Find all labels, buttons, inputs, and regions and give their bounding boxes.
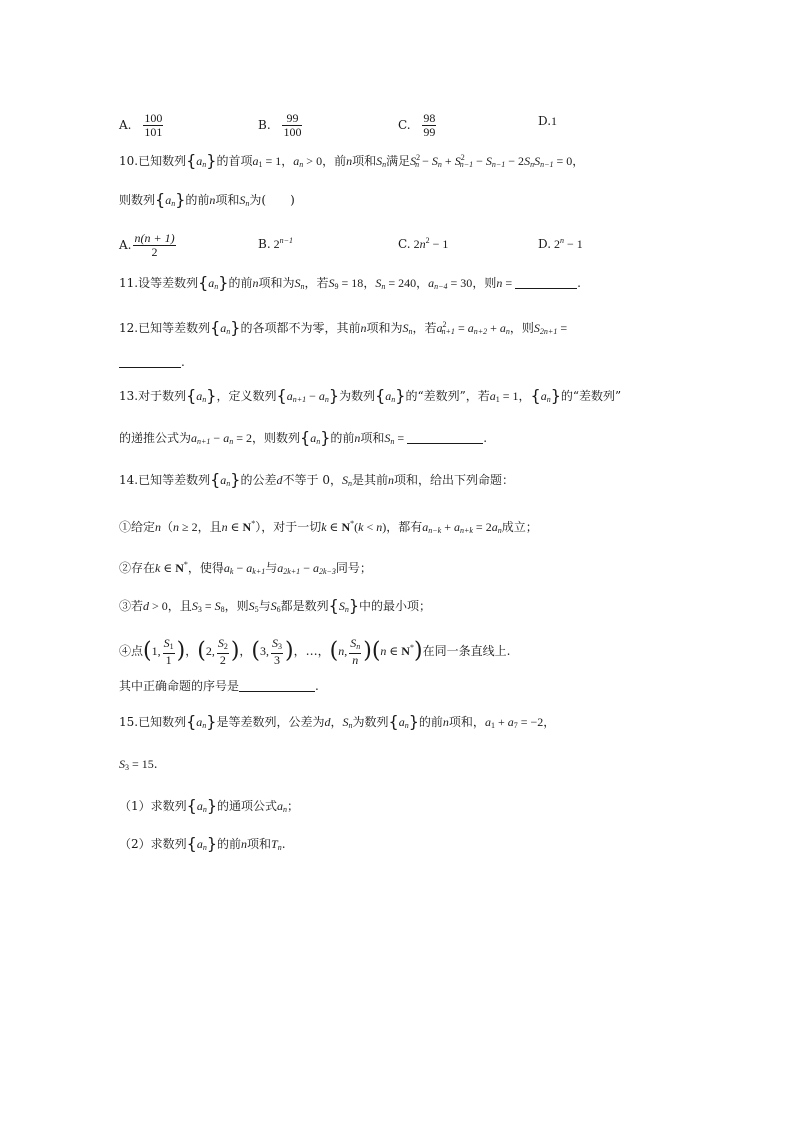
q14-claim-1: ①给定n（n ≥ 2，且n ∈ N*），对于一切k ∈ N*(k < n)，都有$a_{n-k} + a_{n+k} = 2a_n$成立； bbox=[119, 519, 538, 535]
q12-line2: . bbox=[119, 353, 185, 371]
q10-option-c: C. $2n^2 - 1$ bbox=[398, 236, 449, 251]
q11-line: 11.设等差数列$\{a_n\}$的前n项和为$S_n$，若$S_9 = 18$，$S_n = 240$，$a_{n-4} = 30$，则n = . bbox=[119, 273, 581, 292]
q9-option-d: D.1 bbox=[538, 114, 558, 128]
q13-answer-blank[interactable] bbox=[407, 431, 483, 444]
q10-option-a-fraction: $\frac{n(n + 1)}{2}$ bbox=[134, 231, 175, 259]
q15-part1: （1）求数列$\{a_n\}$的通项公式$a_n$； bbox=[119, 796, 300, 815]
q10-option-a: A. $\frac{n(n + 1)}{2}$ bbox=[119, 231, 175, 259]
q14-claim-2: ②存在k ∈ N*，使得$a_k - a_{k+1}$与$a_{2k+1} - a_{2k-3}$同号； bbox=[119, 560, 372, 576]
q10-line2: 则数列$\{a_n\}$的前n项和$S_n$为( ) bbox=[119, 190, 295, 209]
q15-line2: $S_3 = 15$. bbox=[119, 757, 158, 772]
q10-option-b: B. $2^{n-1}$ bbox=[258, 236, 294, 251]
q14-point-3-fraction: $\frac{S_3}{3}$ bbox=[272, 635, 283, 667]
q14-stem: 14.已知等差数列$\{a_n\}$的公差d不等于 0，$S_n$是其前n项和，给出下列命题： bbox=[119, 470, 514, 489]
q14-claim-4: ④点(1, $\frac{S_1}{1}$ )，(2, $\frac{S_2}{2}$ )，(3, $\frac{S_3}{3}$ )，…，(n, $\frac{S_n}{n}$ )(n ∈ N*)在同一条直线上. bbox=[119, 635, 511, 667]
q13-line2: 的递推公式为$a_{n+1} - a_n = 2$，则数列$\{a_n\}$的前n项和$S_n$ = . bbox=[119, 428, 488, 447]
q9-option-c: C. $\frac{98}{99}$ bbox=[398, 111, 436, 139]
q11-answer-blank[interactable] bbox=[515, 276, 577, 289]
q14-point-n-fraction: $\frac{S_n}{n}$ bbox=[350, 635, 361, 667]
q15-part2: （2）求数列$\{a_n\}$的前n项和$T_n$. bbox=[119, 834, 286, 853]
q15-line1: 15.已知数列$\{a_n\}$是等差数列，公差为d，$S_n$为数列$\{a_n\}$的前n项和，$a_1 + a_7 = -2$， bbox=[119, 712, 556, 731]
q14-claim-3: ③若d > 0，且$S_3 = S_8$，则$S_5$与$S_6$都是数列$\{S_n\}$中的最小项； bbox=[119, 596, 432, 615]
q14-final: 其中正确命题的序号是 . bbox=[119, 679, 319, 693]
q9-option-b-fraction: $\frac{99}{100}$ bbox=[283, 111, 302, 139]
q14-answer-blank[interactable] bbox=[239, 679, 315, 692]
q10-option-d: D. $2^n - 1$ bbox=[538, 236, 583, 251]
q10-line1: 10.已知数列$\{a_n\}$的首项$a_1 = 1$，$a_n > 0$，前n项和$S_n$满足$S^2_n - S_n + S^2_{n-1} - S_{n-1} - 2S_nS_{n-1} = 0$， bbox=[119, 151, 585, 170]
q9-option-c-fraction: $\frac{98}{99}$ bbox=[423, 111, 436, 139]
q13-line1: 13.对于数列$\{a_n\}$，定义数列$\{a_{n+1} - a_n\}$为数列$\{a_n\}$的“差数列”，若$a_1 = 1$，$\{a_n\}$的“差数列” bbox=[119, 386, 622, 405]
q14-point-2-fraction: $\frac{S_2}{2}$ bbox=[217, 635, 228, 667]
q14-point-1-fraction: $\frac{S_1}{1}$ bbox=[163, 635, 174, 667]
q9-option-a-fraction: $\frac{100}{101}$ bbox=[144, 111, 163, 139]
q9-option-a: A. $\frac{100}{101}$ bbox=[119, 111, 163, 139]
q12-line1: 12.已知等差数列$\{a_n\}$的各项都不为零，其前n项和为$S_n$，若$a^2_{n+1} = a_{n+2} + a_n$，则$S_{2n+1}$ = bbox=[119, 318, 568, 337]
q12-answer-blank[interactable] bbox=[119, 355, 181, 368]
q9-option-b: B. $\frac{99}{100}$ bbox=[258, 111, 302, 139]
